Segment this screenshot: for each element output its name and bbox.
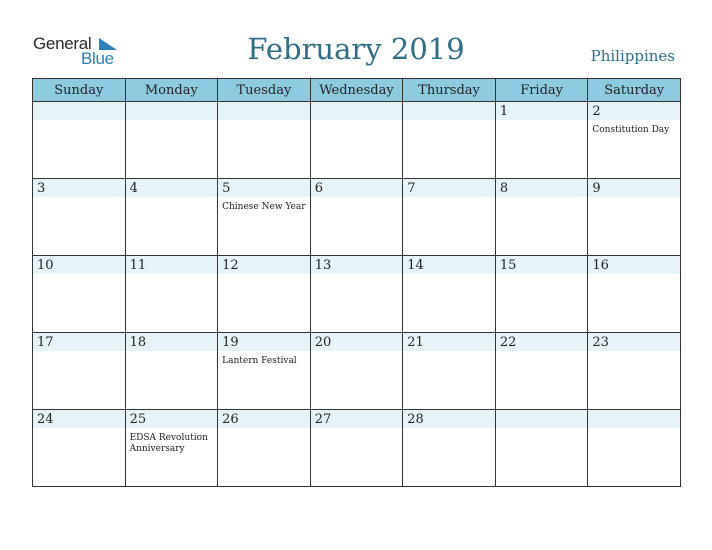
day-cell (310, 102, 403, 179)
holiday-label (496, 430, 588, 433)
calendar-body (33, 102, 681, 487)
day-number: 12 (222, 258, 239, 273)
day-number: 13 (314, 258, 332, 273)
day-cell (588, 179, 681, 256)
day-cell (310, 410, 403, 487)
holiday-label (496, 353, 588, 356)
day-cell (33, 256, 126, 333)
day-cell (403, 333, 496, 410)
holiday-label (33, 122, 125, 125)
week-row (33, 256, 681, 333)
week-row (33, 102, 681, 179)
day-cell (33, 333, 126, 410)
day-number (588, 410, 680, 430)
holiday-label: Chinese New Year (222, 202, 306, 212)
day-cell (125, 256, 218, 333)
week-row (33, 410, 681, 487)
day-number: 9 (592, 181, 601, 196)
day-number: 25 (129, 412, 147, 427)
day-number: 14 (407, 258, 424, 273)
day-cell (403, 410, 496, 487)
holiday-label (588, 430, 680, 433)
weekday-wednesday: Wednesday (310, 79, 403, 102)
day-number: 6 (314, 181, 323, 196)
holiday-label (126, 199, 218, 202)
holiday-label (311, 122, 403, 125)
day-cell (588, 102, 681, 179)
holiday-label: Lantern Festival (222, 356, 297, 366)
holiday-label (588, 276, 680, 279)
day-cell (495, 102, 588, 179)
holiday-label (311, 353, 403, 356)
day-number: 2 (592, 104, 601, 119)
holiday-label (496, 122, 588, 125)
holiday-label: Constitution Day (592, 125, 670, 135)
day-number: 10 (37, 258, 54, 273)
holiday-label (311, 199, 403, 202)
day-number: 21 (407, 335, 424, 350)
weekday-thursday: Thursday (403, 79, 496, 102)
day-number: 11 (129, 258, 147, 273)
day-number: 23 (592, 335, 609, 350)
day-cell (495, 333, 588, 410)
day-cell (588, 256, 681, 333)
day-number: 20 (314, 335, 332, 350)
day-number: 1 (499, 104, 509, 119)
holiday-label (403, 430, 495, 433)
day-number: 4 (129, 181, 138, 196)
day-cell (218, 179, 311, 256)
day-cell (218, 256, 311, 333)
holiday-label (126, 276, 218, 279)
holiday-label (33, 353, 125, 356)
day-cell (218, 102, 311, 179)
day-number: 27 (314, 412, 332, 427)
holiday-label (218, 430, 310, 433)
weekday-monday: Monday (125, 79, 218, 102)
day-number: 18 (129, 335, 147, 350)
day-number (311, 102, 403, 122)
holiday-label (33, 199, 125, 202)
holiday-label: EDSA Revolution Anniversary (129, 433, 208, 454)
day-cell (495, 256, 588, 333)
day-cell (588, 410, 681, 487)
day-cell (403, 102, 496, 179)
day-cell (33, 102, 126, 179)
holiday-label (311, 276, 403, 279)
day-cell (310, 256, 403, 333)
holiday-label (218, 276, 310, 279)
week-row (33, 179, 681, 256)
holiday-label (33, 276, 125, 279)
holiday-label (126, 353, 218, 356)
holiday-label (403, 353, 495, 356)
day-number (126, 102, 218, 122)
day-cell (310, 179, 403, 256)
day-cell (125, 102, 218, 179)
day-cell (125, 179, 218, 256)
holiday-label (218, 122, 310, 125)
holiday-label (311, 430, 403, 433)
holiday-label (588, 199, 680, 202)
day-cell (495, 410, 588, 487)
weekday-header-row (33, 79, 681, 102)
day-number (33, 102, 125, 122)
day-cell (403, 256, 496, 333)
day-cell (218, 333, 311, 410)
country-label: Philippines (590, 47, 675, 65)
holiday-label (126, 122, 218, 125)
holiday-label (496, 199, 588, 202)
holiday-label (403, 199, 495, 202)
page-title: February 2019 (247, 32, 465, 66)
day-number: 24 (37, 412, 54, 427)
day-number: 7 (407, 181, 416, 196)
holiday-label (496, 276, 588, 279)
holiday-label (403, 122, 495, 125)
day-number (403, 102, 495, 122)
weekday-sunday: Sunday (33, 79, 126, 102)
day-cell (125, 333, 218, 410)
holiday-label (588, 353, 680, 356)
logo-general-text: General (33, 34, 92, 53)
weekday-friday: Friday (495, 79, 588, 102)
day-number: 3 (37, 181, 46, 196)
day-cell (218, 410, 311, 487)
calendar-grid (32, 78, 681, 487)
day-number (218, 102, 310, 122)
day-number: 16 (592, 258, 609, 273)
day-number: 8 (499, 181, 509, 196)
day-number: 26 (222, 412, 239, 427)
week-row (33, 333, 681, 410)
day-cell (588, 333, 681, 410)
holiday-label (403, 276, 495, 279)
day-cell (495, 179, 588, 256)
weekday-tuesday: Tuesday (218, 79, 311, 102)
day-cell (310, 333, 403, 410)
day-cell (33, 179, 126, 256)
day-cell (33, 410, 126, 487)
day-number: 28 (407, 412, 424, 427)
day-number: 19 (222, 335, 239, 350)
holiday-label (33, 430, 125, 433)
logo-blue-text: Blue (81, 49, 114, 68)
day-number: 15 (499, 258, 517, 273)
day-number: 17 (37, 335, 54, 350)
day-cell (403, 179, 496, 256)
day-number: 5 (222, 181, 231, 196)
day-cell (125, 410, 218, 487)
day-number: 22 (499, 335, 517, 350)
day-number (496, 410, 588, 430)
weekday-saturday: Saturday (588, 79, 681, 102)
